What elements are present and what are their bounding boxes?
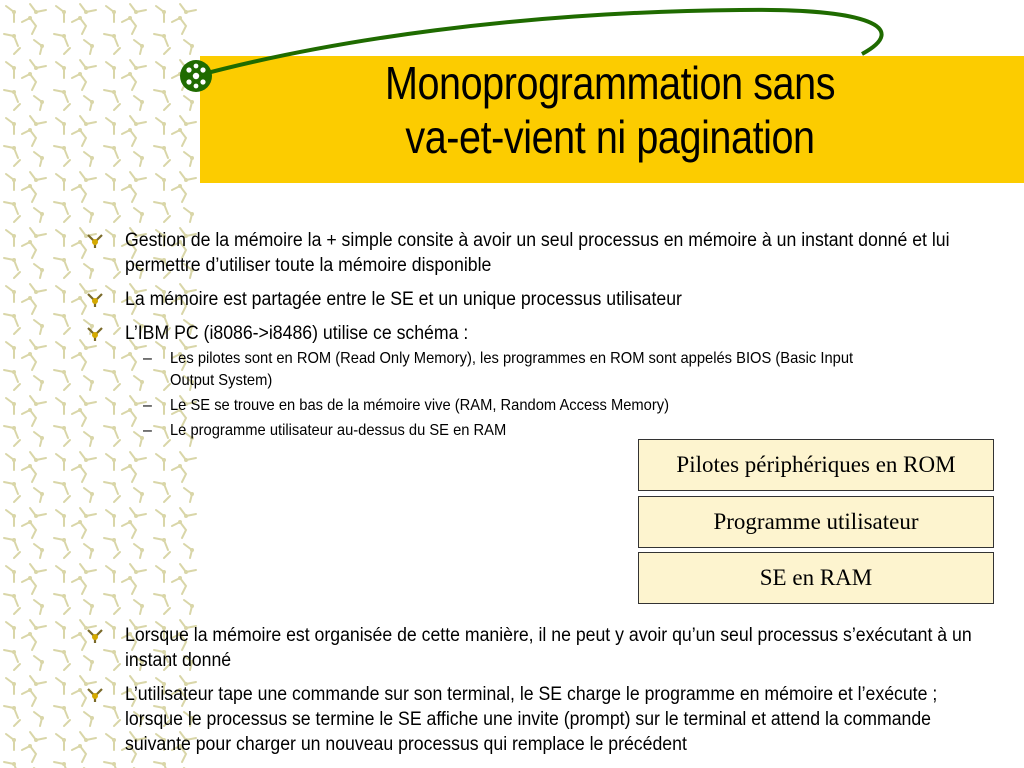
sub-list-item xyxy=(86,348,998,392)
list-item xyxy=(86,228,998,278)
bullet-icon xyxy=(86,687,104,703)
bullet-icon xyxy=(86,233,104,249)
list-item-text: L’utilisateur tape une commande sur son terminal, le SE charge le programme en mémoire et l’exécute ; lorsque le processus se termine le SE affiche une invite (prompt) sur le terminal et attend la commande suivante pour charger un nouveau processus qui remplace le précédent xyxy=(125,684,938,755)
memory-block-user-program: Programme utilisateur xyxy=(638,496,994,548)
list-item xyxy=(86,321,998,346)
bullet-list-bottom xyxy=(86,623,998,766)
title-line-1: Monoprogrammation sans xyxy=(384,57,836,109)
memory-block-rom: Pilotes périphériques en ROM xyxy=(638,439,994,491)
bullet-icon xyxy=(86,628,104,644)
memory-block-os-ram: SE en RAM xyxy=(638,552,994,604)
dash-marker: – xyxy=(143,350,152,367)
list-item xyxy=(86,623,998,673)
bullet-list-top xyxy=(86,228,998,445)
bullet-icon xyxy=(86,326,104,342)
list-item-text: La mémoire est partagée entre le SE et un unique processus utilisateur xyxy=(125,289,682,310)
title-line-2: va-et-vient ni pagination xyxy=(405,111,815,163)
slide-title xyxy=(283,56,937,164)
list-item-text: Gestion de la mémoire la + simple consite à avoir un seul processus en mémoire à un instant donné et lui permettre d’utiliser toute la mémoire disponible xyxy=(125,230,950,276)
sub-list-item xyxy=(86,395,998,417)
sub-list-item-text: Le programme utilisateur au-dessus du SE en RAM xyxy=(170,422,507,439)
bullet-icon xyxy=(86,292,104,308)
dash-marker: – xyxy=(143,397,152,414)
list-item xyxy=(86,682,998,757)
list-item xyxy=(86,287,998,312)
sub-list-item-text: Le SE se trouve en bas de la mémoire vive (RAM, Random Access Memory) xyxy=(170,397,670,414)
sub-list-item-text: Les pilotes sont en ROM (Read Only Memory), les programmes en ROM sont appelés BIOS (Basic Input Output System) xyxy=(170,350,854,389)
list-item-text: L’IBM PC (i8086->i8486) utilise ce schéma : xyxy=(125,323,469,344)
list-item-text: Lorsque la mémoire est organisée de cette manière, il ne peut y avoir qu’un seul processus s’exécutant à un instant donné xyxy=(125,625,972,671)
dash-marker: – xyxy=(143,422,152,439)
